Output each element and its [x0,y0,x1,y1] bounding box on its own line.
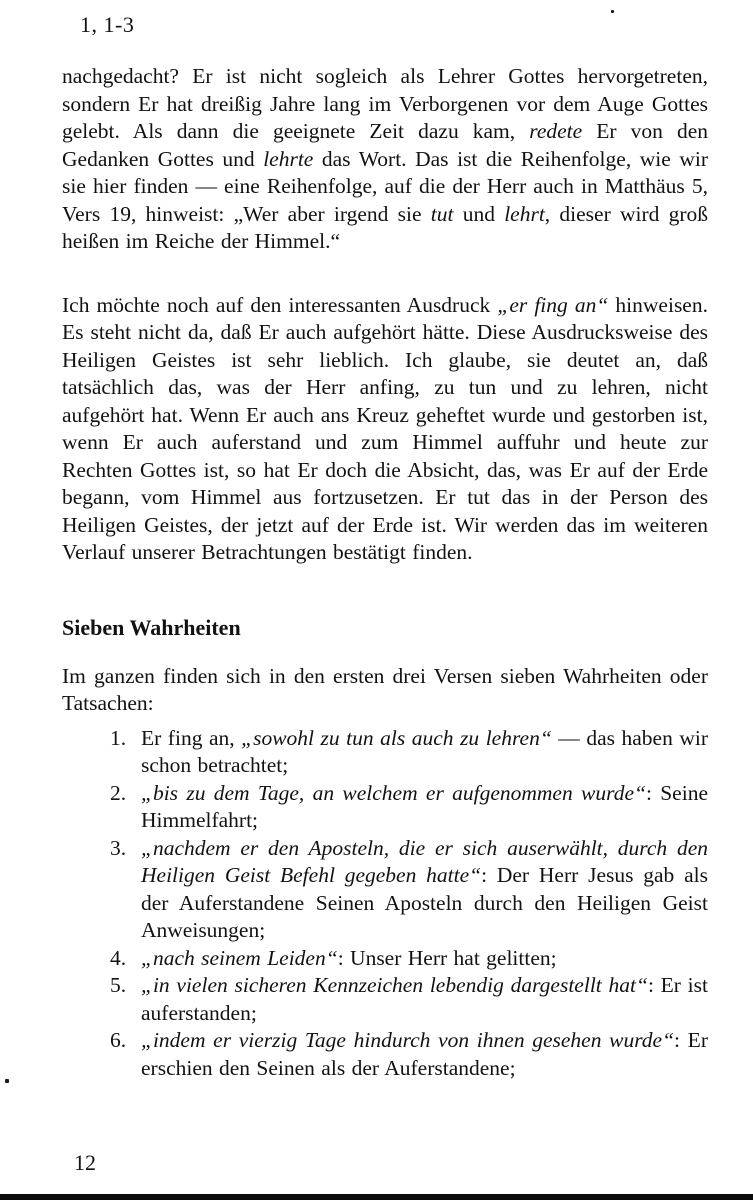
chapter-verse-header: 1, 1-3 [80,12,135,37]
list-item [110,945,708,973]
list-item [110,972,708,1027]
italic-text-run: tut [430,201,454,226]
text-run: : Der Herr Jesus gab als der Auferstandene Seinen Aposteln durch den Heiligen Geist Anweisungen; [141,863,708,942]
scan-edge-bar [0,1194,753,1200]
text-run: Ich möchte noch auf den interessanten Ausdruck [62,292,498,317]
list-item-number: 3. [110,835,127,860]
text-run: und [453,201,505,226]
list-item-number: 4. [110,945,127,970]
list-item-text [141,725,708,780]
italic-text-run: „nach seinem Leiden“ [141,945,338,970]
italic-text-run: „bis zu dem Tage, an welchem er aufgenommen wurde“ [141,780,646,805]
paragraph [62,292,708,567]
italic-text-run: „indem er vierzig Tage hindurch von ihnen gesehen wurde“ [141,1028,675,1052]
text-run: Er fing an, [141,725,242,750]
text-run: : Seine Himmelfahrt; [141,780,708,832]
italic-text-run: „nachdem er den Aposteln, die er sich auserwählt, durch den Heiligen Geist Befehl gegeben hatte“ [141,835,708,887]
list-item-text [141,972,708,1027]
scan-speck-icon [5,1079,9,1083]
italic-text-run: redete [529,119,583,143]
italic-text-run: „sowohl zu tun als auch zu lehren“ [241,725,552,750]
list-item-number: 5. [110,973,127,997]
truths-list [62,725,708,1083]
list-item [110,725,708,780]
list-item-text [141,780,708,835]
text-run: das Wort. Das ist die Reihenfolge, wie wir sie hier finden — eine Reihenfolge, auf die der Herr auch in Matthäus 5, Vers 19, hinweist: „Wer aber irgend sie [62,146,708,226]
section-heading: Sieben Wahrheiten [62,614,241,640]
paragraph [62,63,708,256]
text-run: : Er erschien den Seinen als der Auferstandene; [141,1028,708,1080]
text-run: — das haben wir schon betrachtet; [141,725,709,777]
italic-text-run: lehrte [263,146,314,171]
list-item-text [141,835,708,945]
list-item-text [141,1027,708,1082]
text-run: nachgedacht? Er ist nicht sogleich als Lehrer Gottes hervorgetreten, sondern Er hat dreißig Jahre lang im Verborgenen vor dem Auge Gottes gelebt. Als dann die geeignete Zeit dazu kam, [62,64,708,143]
page-content [62,63,708,1082]
list-item-number: 6. [110,1028,127,1052]
page-number: 12 [74,1150,96,1175]
italic-text-run: lehrt [504,201,545,226]
intro-paragraph [62,663,708,718]
italic-text-run: „in vielen sicheren Kennzeichen lebendig dargestellt hat“ [141,973,648,997]
text-run: , dieser wird groß heißen im Reiche der Himmel.“ [62,201,709,253]
scan-speck-icon [611,10,614,13]
list-item [110,835,708,945]
text-run: hinweisen. Es steht nicht da, daß Er auch aufgehört hätte. Diese Ausdrucksweise des Heiligen Geistes ist sehr lieblich. Ich glaube, sie deutet an, daß tatsächlich das, was der Herr anfing, zu tun und zu lehren, nicht aufgehört hat. Wenn Er auch ans Kreuz geheftet wurde und gestorben ist, wenn Er auch auferstand und zum Himmel auffuhr und heute zur Rechten Gottes ist, so hat Er doch die Absicht, das, was Er auf der Erde begann, vom Himmel aus fortzusetzen. Er tut das in der Person des Heiligen Geistes, der jetzt auf der Erde ist. Wir werden das im weiteren Verlauf unserer Betrachtungen bestätigt finden. [62,292,708,564]
list-item-text [141,945,708,973]
list-item-number: 2. [110,780,127,805]
italic-text-run: „er fing an“ [497,292,609,317]
list-item [110,780,708,835]
text-run: : Er ist auferstanden; [141,973,708,1025]
text-run: : Unser Herr hat gelitten; [337,945,557,970]
list-item [110,1027,708,1082]
text-run: Im ganzen finden sich in den ersten drei Versen sieben Wahrheiten oder Tatsachen: [62,663,708,715]
text-run: Er von den Gedanken Gottes und [62,119,708,171]
list-item-number: 1. [110,725,127,750]
